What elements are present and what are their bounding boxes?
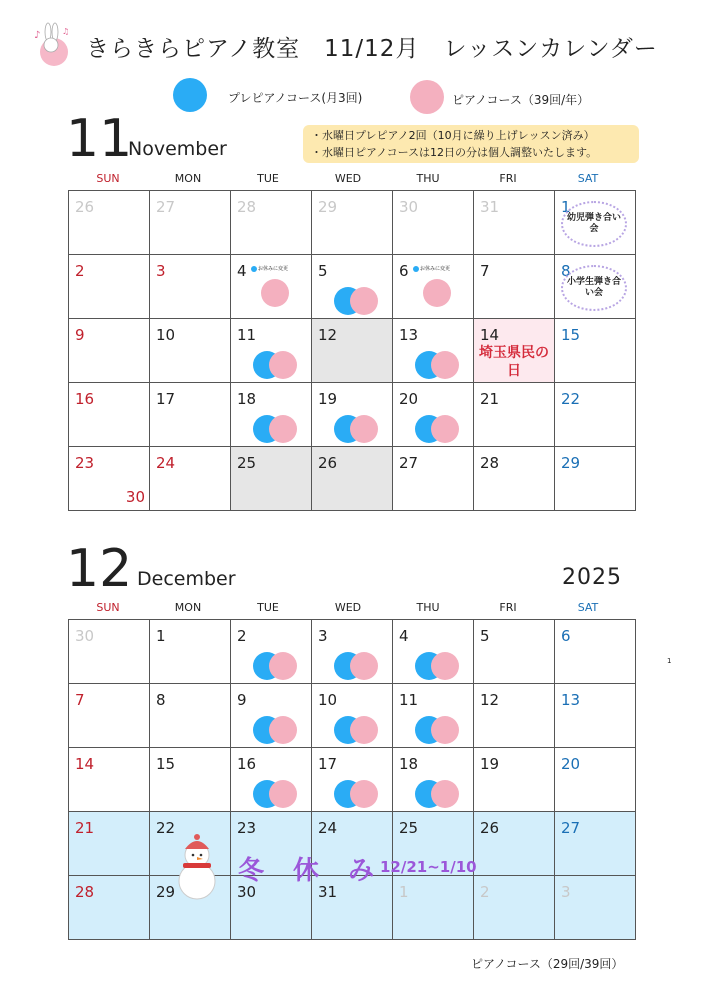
day-number: 29 — [156, 883, 176, 901]
day-number: 15 — [156, 755, 176, 773]
december-weekday-header — [68, 601, 628, 614]
day-number: 5 — [480, 627, 490, 645]
day-number: 6 — [399, 262, 409, 280]
day-number: 19 — [318, 390, 338, 408]
piano-lesson-marker — [269, 351, 297, 379]
weekday-sun: SUN — [96, 601, 120, 614]
day-number: 15 — [561, 326, 581, 344]
day-number: 31 — [480, 198, 500, 216]
day-cell — [555, 319, 636, 383]
day-cell-closed — [231, 447, 312, 511]
december-week-1 — [69, 620, 636, 684]
day-cell — [393, 319, 474, 383]
lesson-markers — [334, 415, 382, 443]
day-cell-winter-break — [393, 876, 474, 940]
day-number: 29 — [318, 198, 338, 216]
legend-piano-swatch — [410, 80, 444, 114]
day-cell — [231, 383, 312, 447]
event-badge-elementary-recital: 小学生弾き合い会 — [561, 265, 627, 311]
day-cell — [231, 191, 312, 255]
day-number: 31 — [318, 883, 338, 901]
day-number: 19 — [480, 755, 500, 773]
day-cell — [231, 684, 312, 748]
day-number: 2 — [75, 262, 85, 280]
day-number: 11 — [237, 326, 257, 344]
day-cell — [312, 383, 393, 447]
lesson-markers — [334, 287, 382, 315]
day-number: 14 — [480, 326, 500, 344]
day-number: 26 — [318, 454, 338, 472]
day-cell — [69, 383, 150, 447]
legend-piano-label: ピアノコース（39回/年） — [452, 93, 590, 107]
prepiano-dot-icon — [251, 266, 257, 272]
november-week-2 — [69, 255, 636, 319]
piano-lesson-marker — [431, 780, 459, 808]
day-number: 24 — [156, 454, 176, 472]
december-week-3 — [69, 748, 636, 812]
piano-lesson-marker — [431, 652, 459, 680]
day-number: 2 — [480, 883, 490, 901]
day-cell — [555, 684, 636, 748]
november-notes-box — [303, 125, 639, 163]
day-cell — [474, 684, 555, 748]
weekday-sat: SAT — [577, 172, 599, 185]
day-number: 17 — [156, 390, 176, 408]
lesson-markers — [253, 716, 301, 744]
day-number: 4 — [399, 627, 409, 645]
november-calendar-grid — [68, 190, 636, 511]
december-week-2 — [69, 684, 636, 748]
day-number: 26 — [480, 819, 500, 837]
november-week-4 — [69, 383, 636, 447]
november-month-number: 11 — [66, 109, 133, 169]
day-cell — [474, 447, 555, 511]
november-note-2: ・水曜日ピアノコースは12日の分は個人調整いたします。 — [311, 146, 598, 159]
day-cell — [474, 748, 555, 812]
day-number-30: 30 — [125, 488, 145, 506]
day-number: 9 — [237, 691, 247, 709]
day-number: 7 — [480, 262, 490, 280]
day-number: 18 — [237, 390, 257, 408]
day-number: 21 — [75, 819, 95, 837]
weekday-mon: MON — [174, 172, 202, 185]
day-cell — [474, 383, 555, 447]
day-number: 13 — [399, 326, 419, 344]
day-number: 16 — [75, 390, 95, 408]
day-cell-winter-break — [474, 876, 555, 940]
day-cell-closed — [312, 447, 393, 511]
day-cell — [393, 684, 474, 748]
lesson-markers — [415, 351, 463, 379]
day-number: 3 — [318, 627, 328, 645]
day-number: 2 — [237, 627, 247, 645]
day-cell-winter-break — [69, 876, 150, 940]
day-cell — [231, 620, 312, 684]
day-number: 8 — [156, 691, 166, 709]
day-number: 29 — [561, 454, 581, 472]
november-week-3 — [69, 319, 636, 383]
day-number: 13 — [561, 691, 581, 709]
day-cell — [393, 255, 474, 319]
piano-lesson-marker — [269, 415, 297, 443]
piano-lesson-marker — [431, 716, 459, 744]
day-number: 12 — [480, 691, 500, 709]
day-number: 10 — [318, 691, 338, 709]
day-cell — [150, 447, 231, 511]
day-cell — [150, 748, 231, 812]
day-cell — [312, 620, 393, 684]
day-number: 25 — [237, 454, 257, 472]
piano-lesson-marker — [350, 780, 378, 808]
day-cell — [312, 748, 393, 812]
day-number: 16 — [237, 755, 257, 773]
day-number: 14 — [75, 755, 95, 773]
day-number: 8 — [561, 262, 571, 280]
day-number: 28 — [237, 198, 257, 216]
day-cell — [69, 684, 150, 748]
lesson-markers — [415, 780, 463, 808]
day-cell — [555, 620, 636, 684]
weekday-tue: TUE — [257, 172, 279, 185]
december-month-number: 12 — [66, 539, 133, 599]
lesson-markers — [253, 652, 301, 680]
day-cell — [555, 383, 636, 447]
day-number: 30 — [75, 627, 95, 645]
day-cell — [555, 191, 636, 255]
piano-lesson-marker — [269, 716, 297, 744]
day-number: 5 — [318, 262, 328, 280]
day-cell-closed — [312, 319, 393, 383]
november-week-1 — [69, 191, 636, 255]
day-cell — [69, 319, 150, 383]
day-cell — [150, 191, 231, 255]
lesson-markers — [415, 415, 463, 443]
snowman-icon — [175, 833, 219, 901]
lesson-markers — [253, 780, 301, 808]
piano-lesson-marker — [423, 279, 451, 307]
day-cell-winter-break — [69, 812, 150, 876]
winter-break-label: 冬 休 み — [238, 856, 385, 886]
day-number: 9 — [75, 326, 85, 344]
day-cell — [150, 319, 231, 383]
piano-lesson-marker — [350, 716, 378, 744]
day-number: 1 — [399, 883, 409, 901]
day-number: 1 — [156, 627, 166, 645]
winter-break-range: 12/21~1/10 — [380, 858, 477, 876]
day-number: 28 — [75, 883, 95, 901]
day-number: 12 — [318, 326, 338, 344]
weekday-wed: WED — [334, 601, 362, 614]
day-number: 24 — [318, 819, 338, 837]
weekday-sat: SAT — [577, 601, 599, 614]
day-number: 28 — [480, 454, 500, 472]
day-cell-holiday — [474, 319, 555, 383]
day-cell — [474, 620, 555, 684]
day-number: 25 — [399, 819, 419, 837]
day-number: 22 — [156, 819, 176, 837]
day-cell — [231, 748, 312, 812]
holiday-label: 埼玉県民の日 — [479, 345, 549, 379]
day-cell — [393, 620, 474, 684]
day-number: 27 — [399, 454, 419, 472]
weekday-mon: MON — [174, 601, 202, 614]
lesson-markers — [334, 716, 382, 744]
day-cell — [69, 255, 150, 319]
weekday-sun: SUN — [96, 172, 120, 185]
day-number: 23 — [237, 819, 257, 837]
day-cell — [69, 191, 150, 255]
day-cell — [150, 255, 231, 319]
weekday-thu: THU — [416, 172, 440, 185]
lesson-markers — [415, 716, 463, 744]
piano-lesson-marker — [261, 279, 289, 307]
day-cell — [69, 447, 150, 511]
day-number: 27 — [156, 198, 176, 216]
weekday-tue: TUE — [257, 601, 279, 614]
cancel-note-text: お休みに変更 — [258, 266, 289, 272]
day-cell — [150, 620, 231, 684]
piano-lesson-marker — [350, 415, 378, 443]
day-number: 17 — [318, 755, 338, 773]
lesson-markers — [334, 780, 382, 808]
day-number: 3 — [561, 883, 571, 901]
day-number: 1 — [561, 198, 571, 216]
lesson-markers — [415, 652, 463, 680]
day-cell — [474, 191, 555, 255]
prepiano-dot-icon — [413, 266, 419, 272]
day-cell — [231, 319, 312, 383]
day-cell — [474, 255, 555, 319]
day-number: 6 — [561, 627, 571, 645]
day-cell — [393, 191, 474, 255]
day-cell — [150, 684, 231, 748]
day-number: 4 — [237, 262, 247, 280]
day-number: 10 — [156, 326, 176, 344]
day-number: 18 — [399, 755, 419, 773]
day-cell — [231, 255, 312, 319]
day-number: 30 — [237, 883, 257, 901]
november-note-1: ・水曜日プレピアノ2回（10月に繰り上げレッスン済み） — [311, 129, 595, 142]
day-cell — [69, 748, 150, 812]
day-cell — [393, 447, 474, 511]
piano-lesson-marker — [269, 652, 297, 680]
rabbit-note-logo-icon — [32, 22, 72, 70]
piano-lesson-marker — [350, 652, 378, 680]
december-calendar-grid — [68, 619, 636, 940]
day-cell — [312, 684, 393, 748]
day-cell-winter-break — [555, 876, 636, 940]
november-month-name: November — [128, 138, 227, 160]
day-number: 23 — [75, 454, 95, 472]
day-number: 11 — [399, 691, 419, 709]
piano-lesson-marker — [431, 351, 459, 379]
day-cell-winter-break — [474, 812, 555, 876]
lesson-markers — [253, 415, 301, 443]
cancel-note — [251, 265, 288, 272]
piano-lesson-marker — [350, 287, 378, 315]
day-cell — [69, 620, 150, 684]
weekday-fri: FRI — [499, 172, 517, 185]
day-cell — [555, 748, 636, 812]
day-number: 22 — [561, 390, 581, 408]
november-weekday-header — [68, 172, 628, 185]
svg-text:♫: ♫ — [62, 27, 70, 36]
weekday-wed: WED — [334, 172, 362, 185]
december-month-name: December — [137, 568, 236, 590]
day-number: 27 — [561, 819, 581, 837]
day-cell-winter-break — [555, 812, 636, 876]
year-label: 2025 — [562, 565, 622, 590]
side-page-number: 1 — [667, 657, 672, 665]
day-number: 30 — [399, 198, 419, 216]
event-badge-kindergarten-recital: 幼児弾き合い会 — [561, 201, 627, 247]
page-title: きらきらピアノ教室 11/12月 レッスンカレンダー — [86, 36, 658, 62]
piano-lesson-marker — [269, 780, 297, 808]
day-number: 26 — [75, 198, 95, 216]
day-cell — [312, 255, 393, 319]
cancel-note-text: お休みに変更 — [420, 266, 451, 272]
cancel-note — [413, 265, 450, 272]
legend-prepiano-swatch — [173, 78, 207, 112]
lesson-markers — [253, 351, 301, 379]
day-number: 20 — [399, 390, 419, 408]
day-number: 21 — [480, 390, 500, 408]
november-week-5 — [69, 447, 636, 511]
lesson-markers — [334, 652, 382, 680]
weekday-thu: THU — [416, 601, 440, 614]
weekday-fri: FRI — [499, 601, 517, 614]
day-number: 20 — [561, 755, 581, 773]
day-cell — [393, 748, 474, 812]
legend-prepiano-label: プレピアノコース(月3回) — [228, 91, 363, 105]
day-cell — [150, 383, 231, 447]
day-cell — [393, 383, 474, 447]
day-cell — [555, 447, 636, 511]
day-cell — [555, 255, 636, 319]
svg-text:♪: ♪ — [34, 30, 41, 41]
piano-lesson-marker — [431, 415, 459, 443]
day-cell — [312, 191, 393, 255]
day-number: 7 — [75, 691, 85, 709]
day-number: 3 — [156, 262, 166, 280]
footer-note: ピアノコース（29回/39回） — [471, 957, 624, 971]
